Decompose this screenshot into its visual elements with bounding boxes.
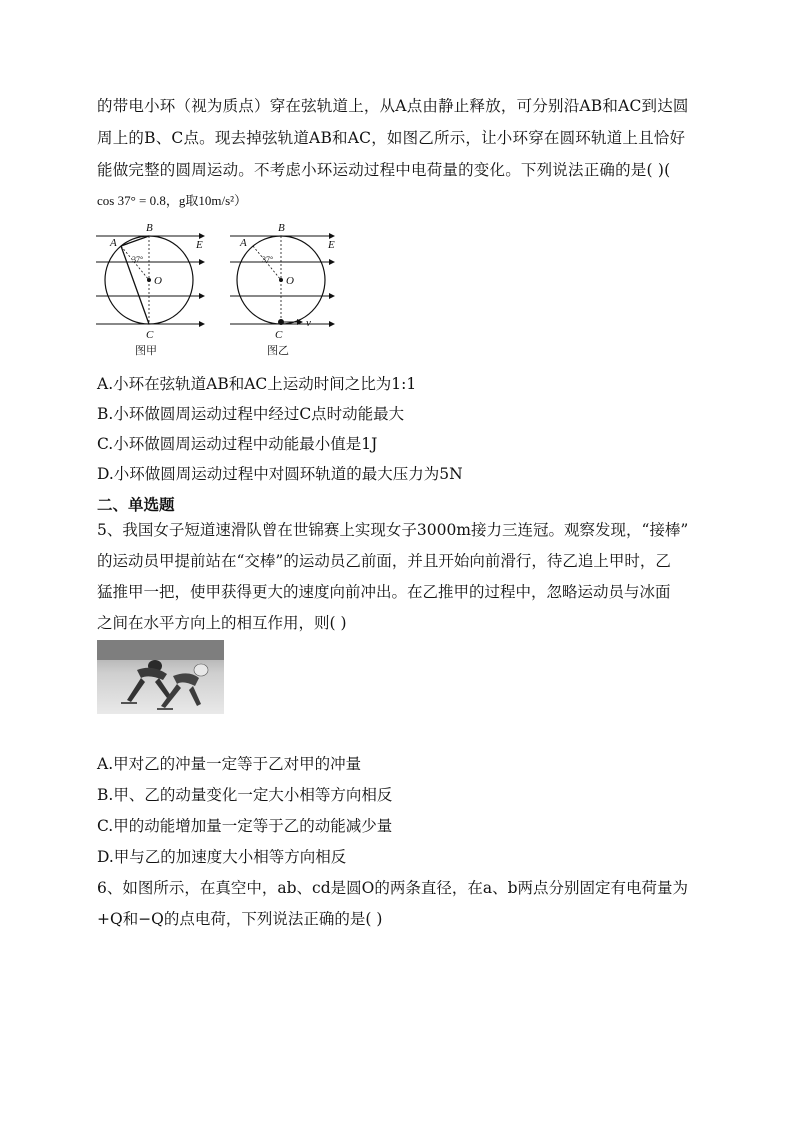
section-heading: 二、单选题 <box>97 496 175 514</box>
label-c: C <box>146 329 154 341</box>
q5-text-line-2: 的运动员甲提前站在“交棒”的运动员乙前面，并且开始向前滑行，待乙追上甲时，乙 <box>97 552 671 570</box>
q4-option-c: C.小环做圆周运动过程中动能最小值是1J <box>97 435 378 453</box>
q6-text-line-1: 6、如图所示，在真空中，ab、cd是圆O的两条直径，在a、b两点分别固定有电荷量为 <box>97 879 689 897</box>
q5-option-c: C.甲的动能增加量一定等于乙的动能减少量 <box>97 817 393 835</box>
center-dot <box>279 278 283 282</box>
figure-yi <box>230 222 335 357</box>
label-o: O <box>286 275 294 287</box>
label-e: E <box>328 239 335 251</box>
q5-option-d: D.甲与乙的加速度大小相等方向相反 <box>97 848 347 866</box>
q4-option-d: D.小环做圆周运动过程中对圆环轨道的最大压力为5N <box>97 465 463 483</box>
q4-given-values: cos 37° = 0.8，g取10m/s²） <box>97 193 248 208</box>
q6-text-line-2: +Q和−Q的点电荷，下列说法正确的是( ) <box>97 910 383 928</box>
q4-figures <box>94 218 344 360</box>
q4-text-line-1: 的带电小环（视为质点）穿在弦轨道上，从A点由静止释放，可分别沿AB和AC到达圆 <box>97 97 689 115</box>
angle-label: 37° <box>132 255 144 264</box>
skaters-photo <box>97 640 224 714</box>
label-o: O <box>154 275 162 287</box>
figure-jia <box>96 222 204 357</box>
q5-text-line-4: 之间在水平方向上的相互作用，则( ) <box>97 614 347 632</box>
label-a: A <box>240 237 247 249</box>
fig-jia-caption: 图甲 <box>135 344 157 357</box>
label-a: A <box>110 237 117 249</box>
q4-option-b: B.小环做圆周运动过程中经过C点时动能最大 <box>97 405 405 423</box>
label-c: C <box>275 329 283 341</box>
fig-yi-caption: 图乙 <box>267 344 289 357</box>
q5-text-line-1: 5、我国女子短道速滑队曾在世锦赛上实现女子3000m接力三连冠。观察发现，“接棒” <box>97 521 689 539</box>
label-e: E <box>196 239 203 251</box>
q4-text-line-2: 周上的B、C点。现去掉弦轨道AB和AC，如图乙所示，让小环穿在圆环轨道上且恰好 <box>97 129 686 147</box>
q5-text-line-3: 猛推甲一把，使甲获得更大的速度向前冲出。在乙推甲的过程中，忽略运动员与冰面 <box>97 583 671 601</box>
q5-option-a: A.甲对乙的冲量一定等于乙对甲的冲量 <box>97 755 362 773</box>
center-dot <box>147 278 151 282</box>
label-b: B <box>146 222 153 234</box>
q4-text-line-3: 能做完整的圆周运动。不考虑小环运动过程中电荷量的变化。下列说法正确的是( )( <box>97 161 671 179</box>
angle-label: 37° <box>262 255 274 264</box>
label-v: v <box>306 317 311 329</box>
q4-option-a: A.小环在弦轨道AB和AC上运动时间之比为1:1 <box>97 375 417 393</box>
q5-option-b: B.甲、乙的动量变化一定大小相等方向相反 <box>97 786 393 804</box>
label-b: B <box>278 222 285 234</box>
chord-ab <box>121 236 149 246</box>
